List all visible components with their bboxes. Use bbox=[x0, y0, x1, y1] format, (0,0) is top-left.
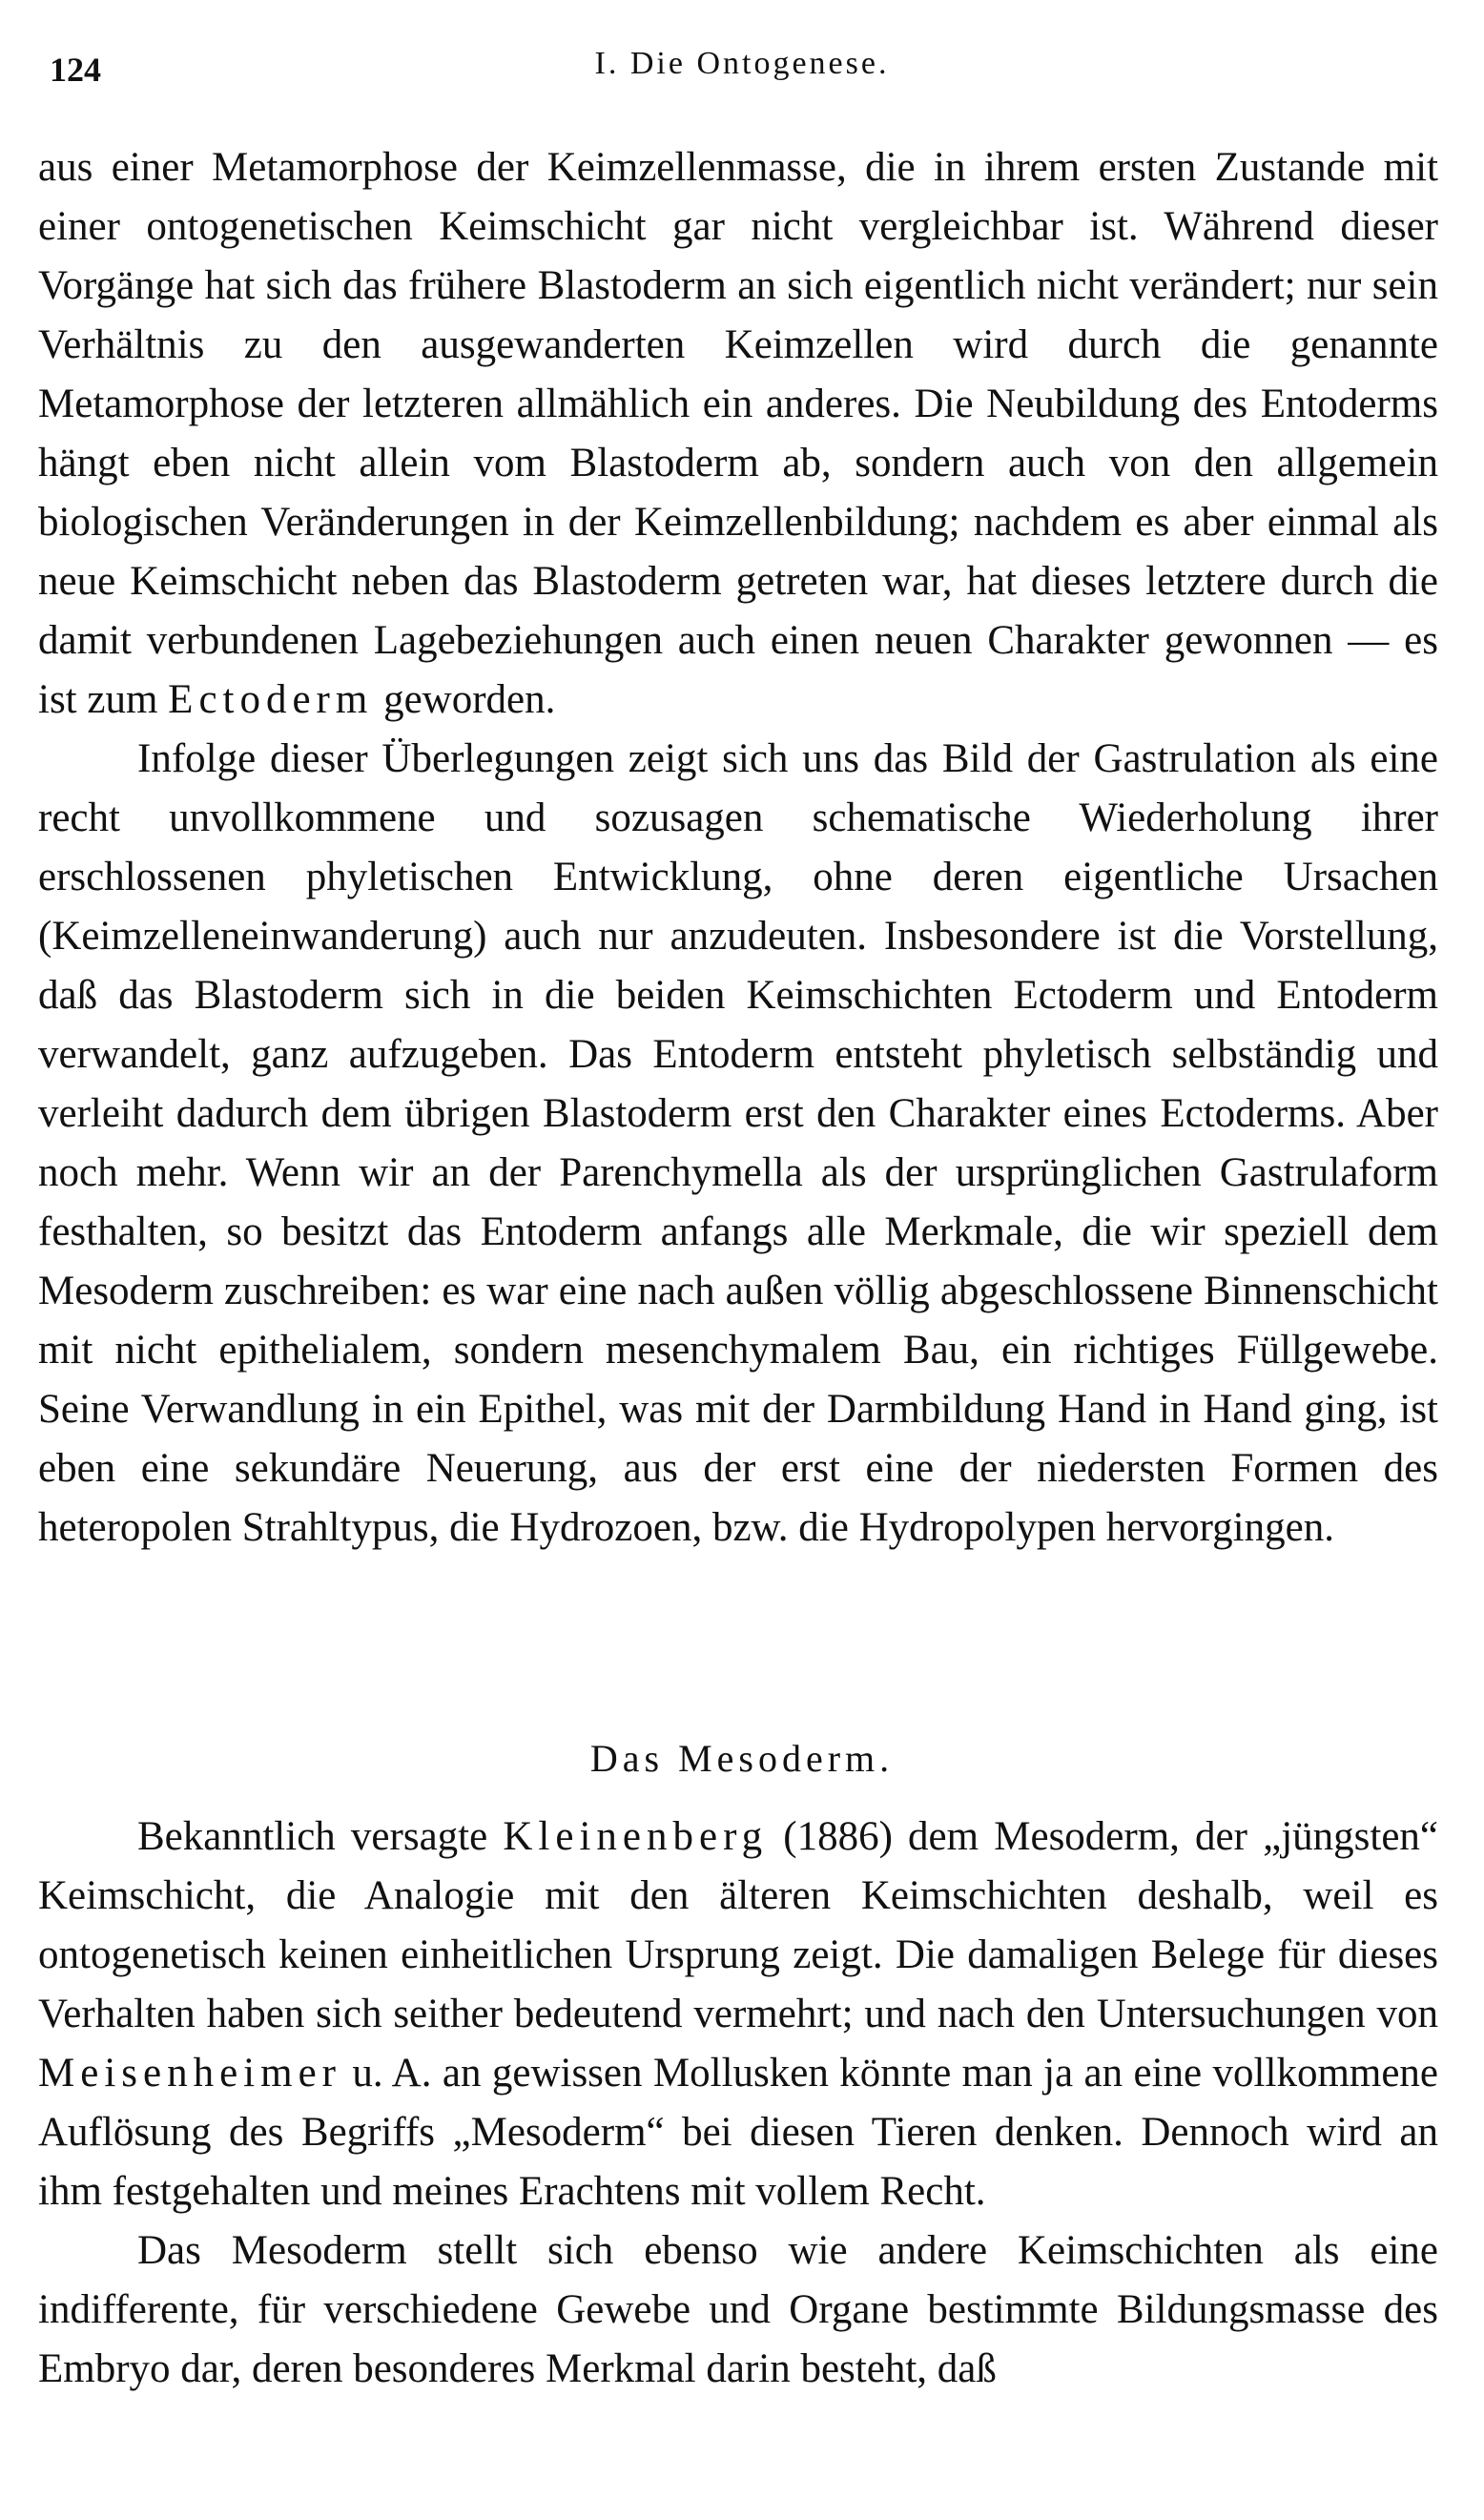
paragraph bbox=[38, 1807, 1438, 2221]
section-heading: Das Mesoderm. bbox=[589, 1737, 895, 1780]
paragraph-text: aus einer Metamorphose der Keimzellenmasse, die in ihrem ersten Zustande mit einer ontogenetischen Keimschicht gar nicht vergleichbar ist. Während dieser Vorgänge hat sich das frühere Blastoderm an sich eigentlich nicht verändert; nur sein Verhältnis zu den ausgewanderten Keimzellen wird durch die genannte Metamorphose der letzteren allmählich ein anderes. Die Neubildung des Entoderms hängt eben nicht allein vom Blastoderm ab, sondern auch von den allgemein biologischen Veränderungen in der Keimzellenbildung; nachdem es aber einmal als neue Keimschicht neben das Blastoderm getreten war, hat dieses letztere durch die damit verbundenen Lagebeziehungen auch einen neuen Charakter gewonnen — es ist zum bbox=[38, 145, 1438, 722]
paragraph-text: geworden. bbox=[383, 677, 556, 722]
paragraph: Infolge dieser Überlegungen zeigt sich uns das Bild der Gastrulation als eine recht unvollkommene und sozusagen schematische Wiederholung ihrer erschlossenen phyletischen Entwicklung, ohne deren eigentliche Ursachen (Keimzelleneinwanderung) auch nur anzudeuten. Insbesondere ist die Vorstellung, daß das Blastoderm sich in die beiden Keimschichten Ectoderm und Entoderm verwandelt, ganz aufzugeben. Das Entoderm entsteht phyletisch selbständig und verleiht dadurch dem übrigen Blastoderm erst den Charakter eines Ectoderms. Aber noch mehr. Wenn wir an der Parenchymella als der ursprünglichen Gastrulaform festhalten, so besitzt das Entoderm anfangs alle Merkmale, die wir speziell dem Mesoderm zuschreiben: es war eine nach außen völlig abgeschlossene Binnenschicht mit nicht epithelialem, sondern mesenchymalem Bau, ein richtiges Füllgewebe. Seine Verwandlung in ein Epithel, was mit der Darmbildung Hand in Hand ging, ist eben eine sekundäre Neuerung, aus der erst eine der niedersten Formen des heteropolen Strahltypus, die Hydrozoen, bzw. die Hydropolypen hervorgingen. bbox=[38, 736, 1438, 1550]
paragraph-text: u. A. an gewissen Mollusken könnte man ja an eine vollkommene Auflösung des Begriffs „Mesoderm“ bei diesen Tieren denken. Dennoch wird an ihm festgehalten und meines Erachtens mit vollem Recht. bbox=[38, 2051, 1439, 2214]
text-block-bottom bbox=[38, 1807, 1438, 2399]
author-name: Meisenheimer bbox=[38, 2051, 341, 2096]
paragraph-continued bbox=[38, 138, 1438, 730]
text-block-top bbox=[38, 138, 1438, 1558]
page-number: 124 bbox=[50, 51, 101, 89]
paragraph-text: Bekanntlich versagte bbox=[137, 1814, 488, 1859]
spaced-term: Ectoderm bbox=[168, 677, 374, 722]
paragraph: Das Mesoderm stellt sich ebenso wie andere Keimschichten als eine indifferente, für verschiedene Gewebe und Organe bestimmte Bildungsmasse des Embryo dar, deren besonderes Merkmal darin besteht, daß bbox=[38, 2228, 1438, 2391]
running-title: I. Die Ontogenese. bbox=[594, 46, 890, 81]
paragraph-text: (1886) dem Mesoderm, der „jüngsten“ Keimschicht, die Analogie mit den älteren Keimschichten deshalb, weil es ontogenetisch keinen einheitlichen Ursprung zeigt. Die damaligen Belege für dieses Verhalten haben sich seither bedeutend vermehrt; und nach den Untersuchungen von bbox=[38, 1814, 1438, 2036]
author-name: Kleinenberg bbox=[503, 1814, 769, 1859]
